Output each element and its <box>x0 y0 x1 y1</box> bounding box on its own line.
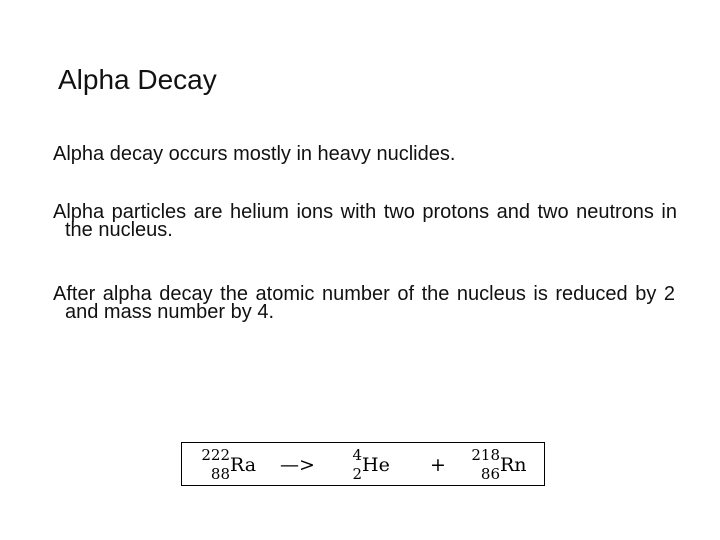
element-symbol: Ra <box>230 454 257 476</box>
paragraph-helium-ions <box>53 203 677 239</box>
paragraph-number-reduction <box>53 285 675 321</box>
paragraph-text: Alpha particles are helium ions with two protons and two neutrons in the nucleus. <box>53 201 677 241</box>
decay-equation-box <box>181 442 545 486</box>
mass-number: 4 <box>352 446 362 464</box>
paragraph-heavy-nuclides <box>53 145 675 163</box>
mass-number: 218 <box>471 446 500 464</box>
atomic-number: 86 <box>480 465 500 483</box>
mass-number: 222 <box>201 446 230 464</box>
atomic-number: 2 <box>352 465 362 483</box>
reaction-arrow: —> <box>280 454 315 476</box>
element-symbol: He <box>362 454 390 476</box>
slide-title: Alpha Decay <box>58 64 217 95</box>
paragraph-text: Alpha decay occurs mostly in heavy nuclides. <box>53 143 456 165</box>
paragraph-text: After alpha decay the atomic number of the nucleus is reduced by 2 and mass number by 4. <box>53 283 675 323</box>
atomic-number: 88 <box>210 465 230 483</box>
element-symbol: Rn <box>500 454 527 476</box>
plus-sign: + <box>430 454 446 476</box>
